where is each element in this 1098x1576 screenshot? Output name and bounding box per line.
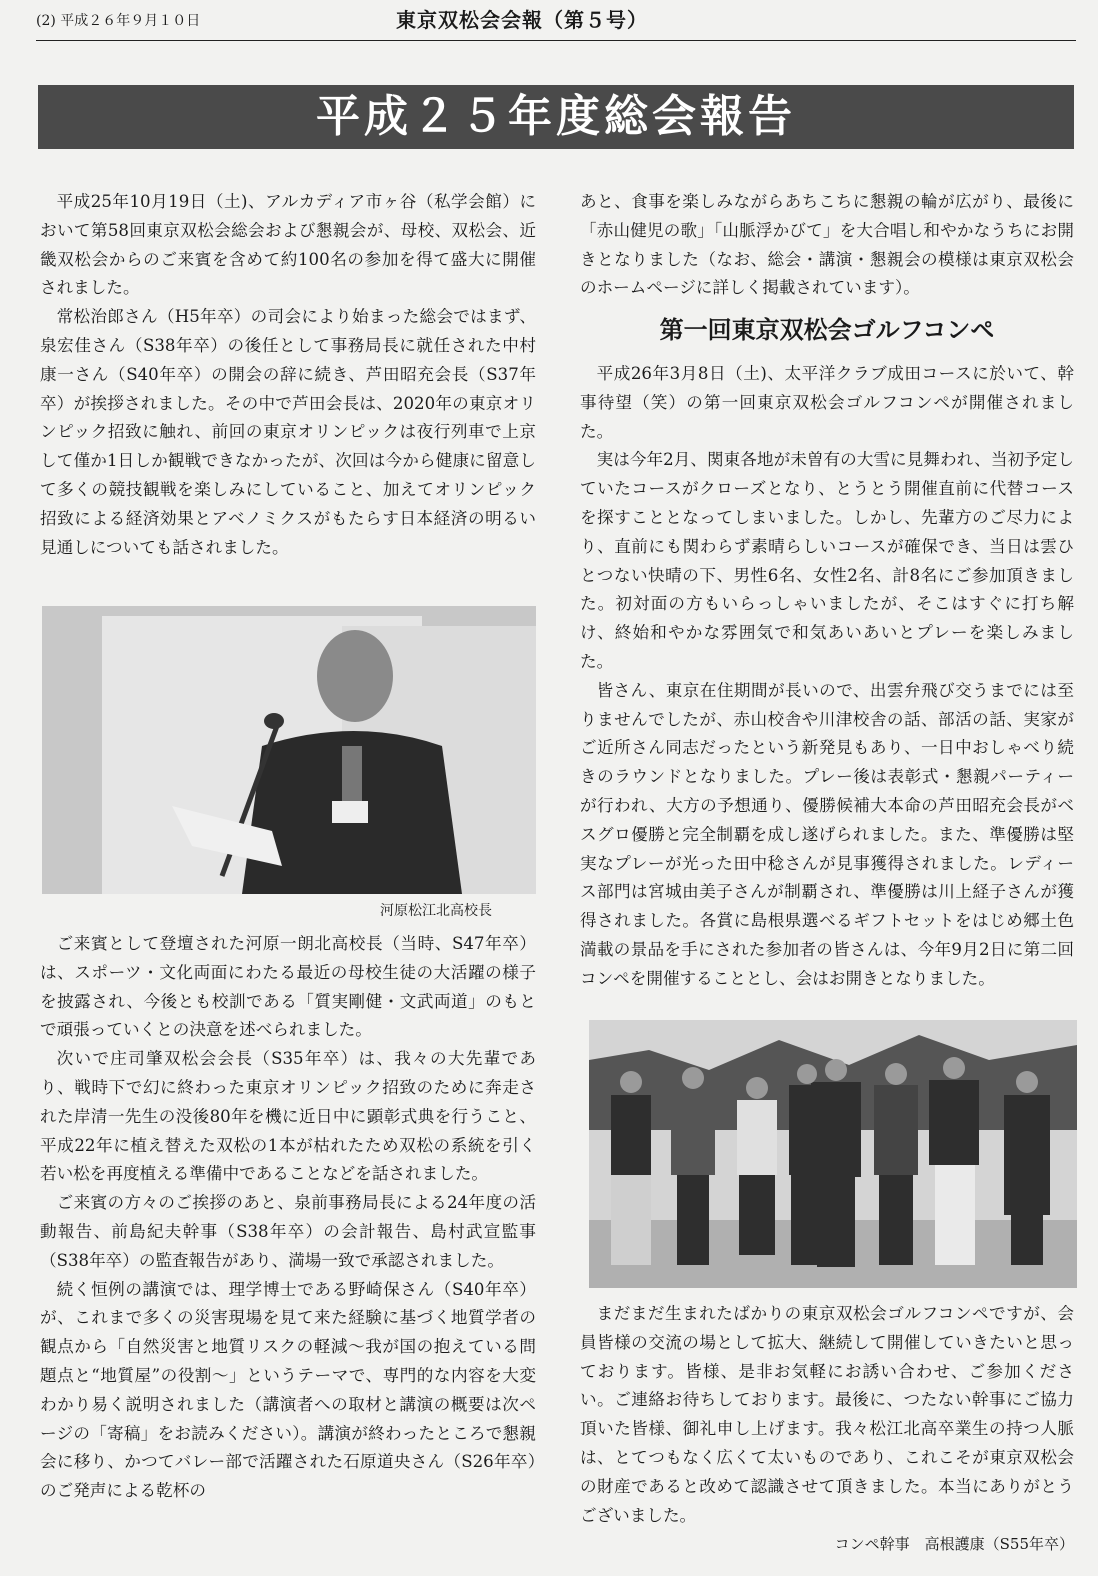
paragraph: 続く恒例の講演では、理学博士である野崎保さん（S40年卒）が、これまで多くの災害現場を見て来た経験に基づく地質学者の観点から「自然災害と地質リスクの軽減～我が国の抱えている問題点と“地質屋”の役割～」というテーマで、専門的な内容を大変わかり易く説明されました（講演者への取材と講演の概要は次ページの「寄稿」をお読みください）。講演が終わったところで懇親会に移り、かつてバレー部で活躍された石原道央さん（S26年卒）のご発声による乾杯の: [40, 1279, 536, 1501]
principal-speech-photo: [42, 606, 536, 894]
report-column-1a: [40, 188, 536, 562]
photo-caption: 河原松江北高校長: [380, 903, 492, 919]
report-column-2a: [580, 188, 1074, 303]
golf-closing-column: [580, 1300, 1074, 1559]
issue-date: (2) 平成２６年９月１０日: [36, 13, 201, 29]
paragraph: ご来賓の方々のご挨拶のあと、泉前事務局長による24年度の活動報告、前島紀夫幹事（S38年卒）の会計報告、島村武宣監事（S38年卒）の監査報告があり、満場一致で承認されました。: [40, 1193, 536, 1270]
golf-group-photo: [589, 1020, 1077, 1288]
newsletter-title: 東京双松会会報（第５号）: [396, 8, 648, 32]
paragraph: 常松治郎さん（H5年卒）の司会により始まった総会ではまず、泉宏佳さん（S38年卒）の後任として事務局長に就任された中村康一さん（S40年卒）の開会の辞に続き、芦田昭充会長（S37年卒）が挨拶されました。その中で芦田会長は、2020年の東京オリンピック招致に触れ、前回の東京オリンピックは夜行列車で上京して僅か1日しか観戦できなかったが、次回は今から健康に留意して多くの競技観戦を楽しみにしていること、加えてオリンピック招致による経済効果とアベノミクスがもたらす日本経済の明るい見通しについても話されました。: [40, 307, 536, 557]
golf-section-title: 第一回東京双松会ゴルフコンペ: [659, 316, 995, 344]
paragraph: 平成25年10月19日（土)、アルカディア市ヶ谷（私学会館）において第58回東京双松会総会および懇親会が、母校、双松会、近畿双松会からのご来賓を含めて約100名の参加を得て盛大に開催されました。: [40, 192, 536, 298]
report-column-1b: [40, 930, 536, 1506]
paragraph: あと、食事を楽しみながらあちこちに懇親の輪が広がり、最後に「赤山健児の歌」「山脈浮かびて」を大合唱し和やかなうちにお開きとなりました（なお、総会・講演・懇親会の模様は東京双松会のホームページに詳しく掲載されています）。: [580, 192, 1074, 298]
paragraph: 次いで庄司肇双松会会長（S35年卒）は、我々の大先輩であり、戦時下で幻に終わった東京オリンピック招致のために奔走された岸清一先生の没後80年を機に近日中に顕彰式典を行うこと、平成22年に植え替えた双松の1本が枯れたため双松の系統を引く若い松を再度植える準備中であることなどを話されました。: [40, 1049, 536, 1184]
page-header: [36, 0, 1076, 41]
paragraph: 平成26年3月8日（土)、太平洋クラブ成田コースに於いて、幹事待望（笑）の第一回東京双松会ゴルフコンペが開催されました。: [580, 364, 1074, 441]
photo-illustration: [589, 1020, 1077, 1288]
author-credit: コンペ幹事 高根護康（S55年卒）: [834, 1535, 1074, 1554]
paragraph: 皆さん、東京在住期間が長いので、出雲弁飛び交うまでには至りませんでしたが、赤山校舎や川津校舎の話、部活の話、実家がご近所さん同志だったという新発見もあり、一日中おしゃべり続きのラウンドとなりました。プレー後は表彰式・懇親パーティーが行われ、大方の予想通り、優勝候補大本命の芦田昭充会長がベスグロ優勝と完全制覇を成し遂げられました。また、準優勝は堅実なプレーが光った田中稔さんが見事獲得されました。レディース部門は宮城由美子さんが制覇され、準優勝は川上経子さんが獲得されました。各賞に島根県選べるギフトセットをはじめ郷土色満載の景品を手にされた参加者の皆さんは、今年9月2日に第二回コンペを開催することとし、会はお開きとなりました。: [580, 680, 1074, 988]
paragraph: ご来賓として登壇された河原一朗北高校長（当時、S47年卒）は、スポーツ・文化両面にわたる最近の母校生徒の大活躍の様子を披露され、今後とも校訓である「質実剛健・文武両道」のもとで頑張っていくとの決意を述べられました。: [40, 934, 536, 1040]
article-banner: 平成２５年度総会報告: [38, 85, 1074, 149]
paragraph: まだまだ生まれたばかりの東京双松会ゴルフコンペですが、会員皆様の交流の場として拡大、継続して開催していきたいと思っております。皆様、是非お気軽にお誘い合わせ、ご参加ください。ご連絡お待ちしております。最後に、つたない幹事にご協力頂いた皆様、御礼申し上げます。我々松江北高卒業生の持つ人脈は、とてつもなく広くて太いものであり、これこそが東京双松会の財産であると改めて認識させて頂きました。本当にありがとうございました。: [580, 1304, 1074, 1525]
golf-column: [580, 360, 1074, 994]
paragraph: 実は今年2月、関東各地が未曽有の大雪に見舞われ、当初予定していたコースがクローズとなり、とうとう開催直前に代替コースを探すこととなってしまいました。しかし、先輩方のご尽力により、直前にも関わらず素晴らしいコースが確保でき、当日は雲ひとつない快晴の下、男性6名、女性2名、計8名にご参加頂きました。初対面の方もいらっしゃいましたが、そこはすぐに打ち解け、終始和やかな雰囲気で和気あいあいとプレーを楽しみました。: [580, 450, 1074, 671]
photo-illustration: [42, 606, 536, 894]
